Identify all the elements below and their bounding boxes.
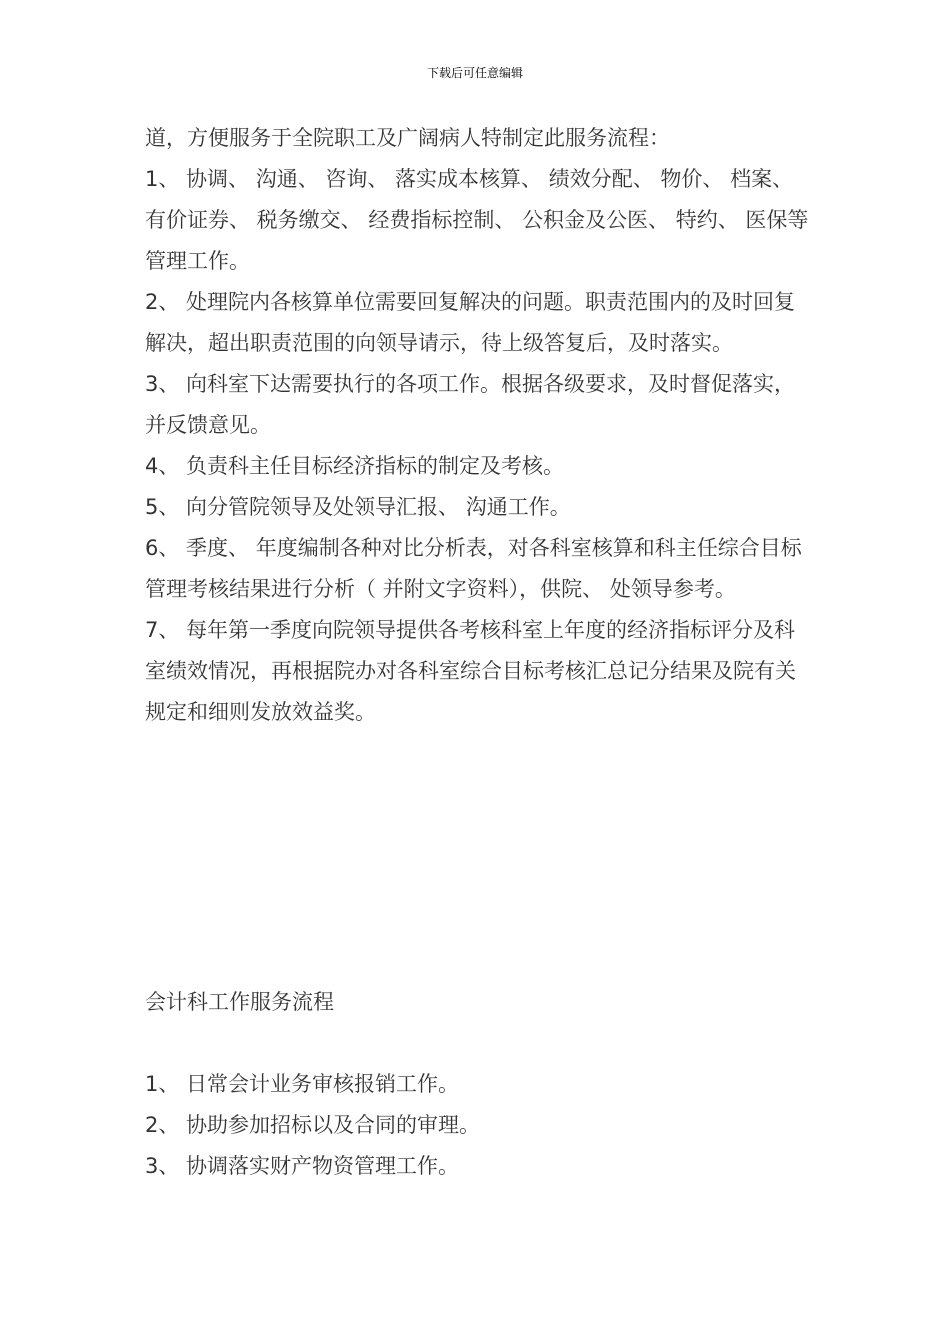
list-item: 5、 向分管院领导及处领导汇报、 沟通工作。: [145, 495, 571, 519]
list-item: 4、 负责科主任目标经济指标的制定及考核。: [145, 454, 565, 478]
list-item: 7、 每年第一季度向院领导提供各考核科室上年度的经济指标评分及科室绩效情况，再根据院办对各科室综合目标考核汇总记分结果及院有关规定和细则发放效益奖。: [145, 618, 796, 724]
list-item: 6、 季度、 年度编制各种对比分析表，对各科室核算和科主任综合目标管理考核结果进行分析（ 并附文字资料），供院、 处领导参考。: [145, 536, 802, 601]
list-item: 3、 协调落实财产物资管理工作。: [145, 1154, 460, 1178]
service-list-1: [145, 159, 815, 733]
service-list-2: [145, 1064, 815, 1187]
list-item: 2、 协助参加招标以及合同的审理。: [145, 1113, 481, 1137]
list-item: 3、 向科室下达需要执行的各项工作。根据各级要求，及时督促落实，并反馈意见。: [145, 372, 796, 437]
list-item: 2、 处理院内各核算单位需要回复解决的问题。职责范围内的及时回复解决，超出职责范围的向领导请示，待上级答复后，及时落实。: [145, 290, 796, 355]
list-item: 1、 日常会计业务审核报销工作。: [145, 1072, 460, 1096]
list-item: 1、 协调、 沟通、 咨询、 落实成本核算、 绩效分配、 物价、 档案、 有价证券、 税务缴交、 经费指标控制、 公积金及公医、 特约、 医保等管理工作。: [145, 167, 809, 273]
intro-paragraph: 道，方便服务于全院职工及广阔病人特制定此服务流程：: [145, 126, 670, 150]
section-title: 会计科工作服务流程: [145, 990, 334, 1014]
header-note: 下载后可任意编辑: [426, 66, 523, 80]
